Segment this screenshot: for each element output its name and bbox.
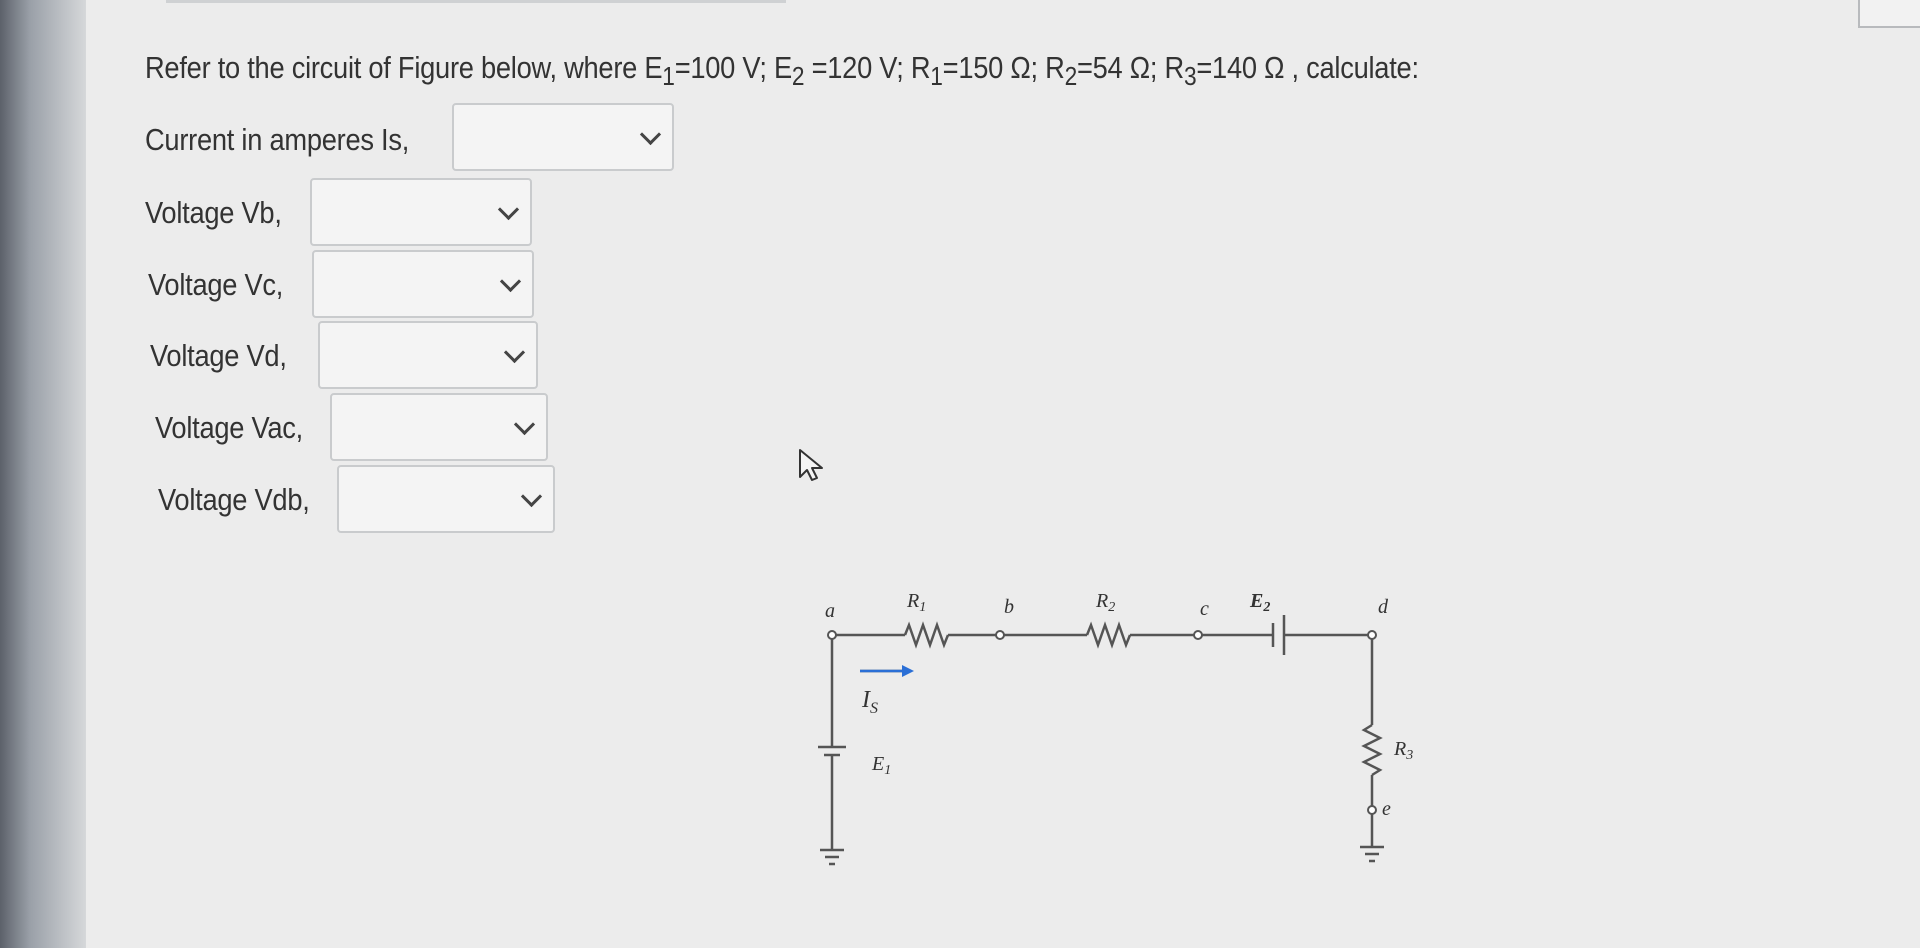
chevron-down-icon	[514, 414, 535, 435]
vd-dropdown[interactable]	[318, 321, 538, 389]
field-label-vac: Voltage Vac,	[155, 410, 303, 445]
chevron-down-icon	[521, 486, 542, 507]
node-c-terminal	[1194, 631, 1202, 639]
node-e-terminal	[1368, 806, 1376, 814]
top-divider	[166, 0, 786, 3]
node-a-terminal	[828, 631, 836, 639]
e2-label: $E_2$	[1250, 590, 1271, 615]
node-c-label: c	[1200, 598, 1209, 620]
node-b-terminal	[996, 631, 1004, 639]
field-row-vc	[148, 267, 302, 303]
field-label-vdb: Voltage Vdb,	[158, 482, 310, 517]
mouse-pointer-icon	[797, 447, 831, 483]
vdb-dropdown[interactable]	[337, 465, 555, 533]
e1-label: $E_1$	[872, 753, 892, 778]
monitor-bezel	[0, 0, 86, 948]
field-row-vac	[155, 410, 323, 446]
field-row-vb	[145, 195, 300, 231]
field-row-current	[145, 122, 445, 158]
field-row-vd	[150, 338, 305, 374]
chevron-down-icon	[500, 271, 521, 292]
is-label: $I_S$	[862, 687, 878, 717]
vac-dropdown[interactable]	[330, 393, 548, 461]
field-label-vb: Voltage Vb,	[145, 195, 282, 230]
node-e-label: e	[1382, 798, 1391, 820]
node-b-label: b	[1004, 596, 1014, 618]
node-d-label: d	[1378, 596, 1388, 618]
r3-label: $R_3$	[1394, 738, 1414, 763]
circuit-diagram	[790, 575, 1550, 905]
field-label-current: Current in amperes Is,	[145, 122, 410, 157]
chevron-down-icon	[498, 199, 519, 220]
r2-label: $R_2$	[1096, 590, 1116, 615]
chevron-down-icon	[640, 124, 661, 145]
question-text: Refer to the circuit of Figure below, where $E_1=100$ V; $E_2 =120$ V; $R_1=150$ Ω; $R_2=54$ Ω; $R_3=140$ Ω , calculate:	[145, 50, 1419, 92]
field-label-vc: Voltage Vc,	[148, 267, 284, 302]
current-arrow-icon	[902, 665, 914, 677]
chevron-down-icon	[504, 342, 525, 363]
current-dropdown[interactable]	[452, 103, 674, 171]
vb-dropdown[interactable]	[310, 178, 532, 246]
node-d-terminal	[1368, 631, 1376, 639]
field-row-vdb	[158, 482, 330, 518]
r1-label: $R_1$	[907, 590, 927, 615]
corner-panel	[1858, 0, 1920, 28]
vc-dropdown[interactable]	[312, 250, 534, 318]
node-a-label: a	[825, 600, 835, 622]
field-label-vd: Voltage Vd,	[150, 338, 287, 373]
